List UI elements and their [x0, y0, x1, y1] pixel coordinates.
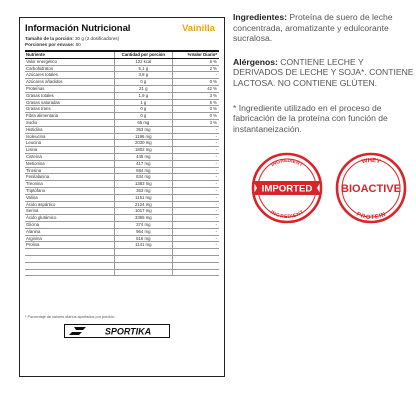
- nutrient-daily-value: -: [172, 174, 219, 181]
- table-row: [25, 228, 219, 235]
- nutrient-daily-value: -: [172, 194, 219, 201]
- nutrient-amount: [114, 255, 172, 262]
- allergens-label: Alérgenos:: [233, 56, 278, 67]
- servings-per-container-value: 80: [75, 42, 81, 47]
- nutrient-name: Histidina: [25, 126, 114, 133]
- nutrient-name: Fenilalanina: [25, 174, 114, 181]
- nutrient-amount: 964 mg: [114, 228, 172, 235]
- sportika-logo-icon: [69, 327, 86, 335]
- nutrition-table: [25, 52, 219, 276]
- nutrient-amount: 1383 mg: [114, 181, 172, 188]
- nutrient-amount: [114, 262, 172, 269]
- nutrient-daily-value: -: [172, 187, 219, 194]
- nutrient-amount: 1151 mg: [114, 194, 172, 201]
- nutrient-name: Metionina: [25, 160, 114, 167]
- table-row: [25, 58, 219, 65]
- nutrient-daily-value: 3 %: [172, 119, 219, 126]
- footnote: * Porcentaje de valores diarios aportados por porción: [25, 315, 115, 319]
- nutrient-amount: 1802 mg: [114, 147, 172, 154]
- nutrient-name: Alanina: [25, 228, 114, 235]
- nutrient-name: Isoleucina: [25, 133, 114, 140]
- table-row: [25, 85, 219, 92]
- table-row: [25, 119, 219, 126]
- nutrient-name: Sodio: [25, 119, 114, 126]
- nutrient-name: Fibra alimentaria: [25, 113, 114, 120]
- nutrient-name: Grasas trans: [25, 106, 114, 113]
- table-row: [25, 160, 219, 167]
- panel-header: [25, 23, 219, 34]
- table-row: [25, 140, 219, 147]
- table-row: [25, 269, 219, 276]
- table-row: [25, 249, 219, 256]
- nutrient-daily-value: -: [172, 126, 219, 133]
- nutrient-daily-value: [172, 269, 219, 276]
- nutrient-name: Serina: [25, 208, 114, 215]
- nutrient-amount: 21 g: [114, 85, 172, 92]
- nutrient-daily-value: [172, 249, 219, 256]
- table-row: [25, 208, 219, 215]
- nutrient-daily-value: -: [172, 201, 219, 208]
- nutrient-amount: 5,1 g: [114, 65, 172, 72]
- column-header-daily-value: %Valor Diario*: [172, 52, 219, 58]
- nutrient-name: Ácido aspártico: [25, 201, 114, 208]
- table-row: [25, 201, 219, 208]
- nutrient-name: Arginina: [25, 235, 114, 242]
- nutrient-amount: 0 g: [114, 106, 172, 113]
- ingredients-text: Proteína de suero de leche concentrada, aromatizante y edulcorante sucralosa.: [233, 12, 393, 44]
- serving-size-value: 30 g (2 dosificadores): [74, 36, 120, 41]
- nutrient-name: Lisina: [25, 147, 114, 154]
- nutrient-name: Treonina: [25, 181, 114, 188]
- nutrient-daily-value: 3 %: [172, 92, 219, 99]
- table-row: [25, 221, 219, 228]
- nutrient-amount: 445 mg: [114, 153, 172, 160]
- table-row: [25, 92, 219, 99]
- nutrient-daily-value: [172, 255, 219, 262]
- nutrient-name: Azúcares añadidos: [25, 79, 114, 86]
- allergens-text: CONTIENE LECHE Y DERIVADOS DE LECHE Y SOJA*. CONTIENE LACTOSA. NO CONTIENE GLÚTEN.: [233, 56, 414, 88]
- nutrient-name: Grasas totales: [25, 92, 114, 99]
- nutrient-daily-value: 0 %: [172, 106, 219, 113]
- nutrient-amount: 3,8 g: [114, 72, 172, 79]
- table-row: [25, 215, 219, 222]
- table-row: [25, 235, 219, 242]
- nutrient-amount: 1 g: [114, 99, 172, 106]
- bioactive-badge: [337, 154, 405, 222]
- nutrient-name: Glicina: [25, 221, 114, 228]
- serving-size-label: Tamaño de la porción:: [25, 36, 74, 41]
- table-row: [25, 194, 219, 201]
- imported-badge: [253, 154, 321, 222]
- table-row: [25, 181, 219, 188]
- table-row: [25, 262, 219, 269]
- nutrient-name: [25, 249, 114, 256]
- allergens-paragraph: [233, 57, 415, 89]
- nutrient-name: [25, 269, 114, 276]
- nutrient-amount: 584 mg: [114, 167, 172, 174]
- nutrient-daily-value: 2 %: [172, 65, 219, 72]
- ingredient-note: * Ingrediente utilizado en el proceso de fabricación de la proteína con función de instantaneización.: [233, 102, 388, 134]
- table-row: [25, 79, 219, 86]
- servings-per-container-label: Porciones por envase:: [25, 42, 75, 47]
- nutrient-amount: 634 mg: [114, 174, 172, 181]
- nutrient-amount: [114, 269, 172, 276]
- table-row: [25, 72, 219, 79]
- nutrient-daily-value: 5 %: [172, 99, 219, 106]
- sportika-logo: [64, 324, 170, 338]
- column-header-nutrient: Nutriente: [25, 52, 114, 58]
- flavor-label: Vainilla: [181, 23, 215, 34]
- nutrient-amount: 1141 mg: [114, 242, 172, 249]
- nutrient-daily-value: -: [172, 228, 219, 235]
- imported-badge-top-text: INGREDIENT: [270, 157, 304, 169]
- table-row: [25, 187, 219, 194]
- serving-info: [25, 36, 219, 48]
- nutrient-daily-value: -: [172, 242, 219, 249]
- table-row: [25, 65, 219, 72]
- nutrient-amount: [114, 249, 172, 256]
- table-row: [25, 167, 219, 174]
- nutrient-amount: 65 mg: [114, 119, 172, 126]
- nutrient-name: Tirosina: [25, 167, 114, 174]
- nutrient-daily-value: -: [172, 72, 219, 79]
- nutrient-daily-value: -: [172, 167, 219, 174]
- nutrient-daily-value: -: [172, 133, 219, 140]
- nutrition-panel: [19, 17, 225, 377]
- nutrient-amount: 2124 mg: [114, 201, 172, 208]
- nutrient-daily-value: -: [172, 140, 219, 147]
- nutrient-daily-value: 0 %: [172, 113, 219, 120]
- ingredients-label: Ingredientes:: [233, 12, 287, 22]
- nutrient-amount: 0 g: [114, 113, 172, 120]
- nutrient-daily-value: -: [172, 235, 219, 242]
- ingredients-paragraph: [233, 12, 415, 44]
- nutrient-amount: 122 kcal: [114, 58, 172, 65]
- nutrient-amount: 0 g: [114, 79, 172, 86]
- brand-name: SPORTIKA: [104, 326, 152, 337]
- nutrient-daily-value: [172, 262, 219, 269]
- nutrient-amount: 1017 mg: [114, 208, 172, 215]
- nutrient-amount: 353 mg: [114, 126, 172, 133]
- table-row: [25, 106, 219, 113]
- nutrient-name: Leucina: [25, 140, 114, 147]
- nutrient-name: [25, 262, 114, 269]
- table-row: [25, 153, 219, 160]
- nutrient-name: Prolina: [25, 242, 114, 249]
- nutrient-daily-value: 6 %: [172, 58, 219, 65]
- imported-badge-bottom-text: INGREDIENT: [269, 209, 305, 221]
- table-row: [25, 174, 219, 181]
- table-row: [25, 99, 219, 106]
- nutrient-daily-value: -: [172, 153, 219, 160]
- badges: [249, 150, 409, 226]
- nutrient-daily-value: 42 %: [172, 85, 219, 92]
- nutrient-daily-value: -: [172, 160, 219, 167]
- nutrient-name: Valina: [25, 194, 114, 201]
- nutrient-daily-value: 0 %: [172, 79, 219, 86]
- table-row: [25, 242, 219, 249]
- nutrient-name: Cisteína: [25, 153, 114, 160]
- nutrient-amount: 2030 mg: [114, 140, 172, 147]
- nutrient-amount: 417 mg: [114, 160, 172, 167]
- panel-title: Información Nutricional: [25, 23, 131, 34]
- table-row: [25, 133, 219, 140]
- nutrient-amount: 3365 mg: [114, 215, 172, 222]
- nutrient-name: Carbohidratos: [25, 65, 114, 72]
- nutrient-daily-value: -: [172, 147, 219, 154]
- table-row: [25, 255, 219, 262]
- imported-badge-label: IMPORTED: [261, 183, 313, 195]
- nutrient-amount: 516 mg: [114, 235, 172, 242]
- product-info: [233, 12, 415, 134]
- table-row: [25, 147, 219, 154]
- bioactive-badge-top-text: WHEY: [361, 157, 381, 166]
- column-header-amount: Cantidad por porción: [114, 52, 172, 58]
- nutrient-amount: 1,9 g: [114, 92, 172, 99]
- nutrient-name: Valor energético: [25, 58, 114, 65]
- nutrient-name: Triptófano: [25, 187, 114, 194]
- nutrient-name: Ácido glutámico: [25, 215, 114, 222]
- table-row: [25, 113, 219, 120]
- nutrient-name: [25, 255, 114, 262]
- nutrient-name: Proteínas: [25, 85, 114, 92]
- bioactive-badge-label: BIOACTIVE: [341, 183, 401, 195]
- table-row: [25, 126, 219, 133]
- bioactive-badge-bottom-text: PROTEIN: [355, 211, 387, 222]
- nutrient-daily-value: -: [172, 181, 219, 188]
- nutrient-name: Azúcares totales: [25, 72, 114, 79]
- nutrient-name: Grasas saturadas: [25, 99, 114, 106]
- nutrient-amount: 353 mg: [114, 187, 172, 194]
- nutrient-daily-value: -: [172, 221, 219, 228]
- nutrient-daily-value: -: [172, 208, 219, 215]
- nutrient-amount: 1196 mg: [114, 133, 172, 140]
- nutrient-daily-value: -: [172, 215, 219, 222]
- nutrient-amount: 374 mg: [114, 221, 172, 228]
